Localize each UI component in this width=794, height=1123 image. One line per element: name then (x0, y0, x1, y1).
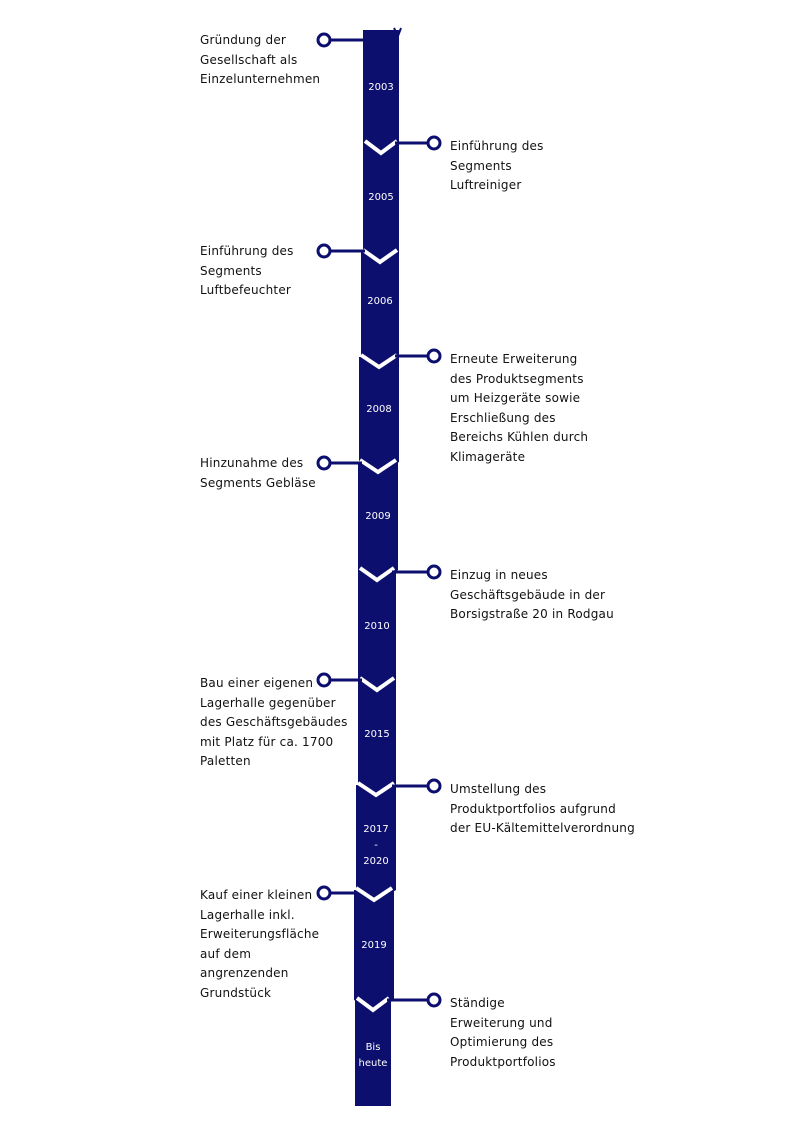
event-text-2005: Einführung des Segments Luftreiniger (450, 139, 544, 192)
event-text-2015: Bau einer eigenen Lagerhalle gegenüber des Geschäftsgebäudes mit Platz für ca. 1700 Paletten (200, 676, 348, 768)
timeline-node-icon (318, 887, 330, 899)
event-text-2009: Hinzunahme des Segments Gebläse (200, 456, 316, 490)
timeline-node-icon (318, 245, 330, 257)
year-label-bis-heute: Bis heute (358, 1042, 388, 1069)
year-label-2008: 2008 (366, 404, 392, 415)
timeline-node-icon (428, 994, 440, 1006)
timeline-node-icon (428, 566, 440, 578)
event-text-2010: Einzug in neues Geschäftsgebäude in der Borsigstraße 20 in Rodgau (450, 568, 614, 621)
timeline-node-icon (428, 350, 440, 362)
event-text-2008: Erneute Erweiterung des Produktsegments um Heizgeräte sowie Erschließung des Bereichs Kühlen durch Klimageräte (450, 352, 589, 464)
timeline-node-icon (428, 780, 440, 792)
timeline-segment (361, 252, 399, 369)
event-text-2006: Einführung des Segments Luftbefeuchter (200, 244, 294, 297)
year-label-2005: 2005 (368, 192, 394, 203)
year-label-2017-2020: 2017 - 2020 (363, 824, 389, 867)
year-label-2006: 2006 (367, 296, 393, 307)
event-text-2003: Gründung der Gesellschaft als Einzelunternehmen (200, 33, 321, 86)
year-label-2010: 2010 (364, 621, 390, 632)
timeline-node-icon (318, 457, 330, 469)
timeline-node-icon (428, 137, 440, 149)
event-text-2017-2020: Umstellung des Produktportfolios aufgrund der EU-Kältemittelverordnung (450, 782, 635, 835)
year-label-2015: 2015 (364, 729, 390, 740)
year-label-2003: 2003 (368, 82, 394, 93)
year-label-2009: 2009 (365, 511, 391, 522)
event-text-2019: Kauf einer kleinen Lagerhalle inkl. Erweiterungsfläche auf dem angrenzenden Grundstück (200, 888, 320, 1000)
year-label-2019: 2019 (361, 940, 387, 951)
event-text-bis-heute: Ständige Erweiterung und Optimierung des Produktportfolios (450, 996, 556, 1069)
